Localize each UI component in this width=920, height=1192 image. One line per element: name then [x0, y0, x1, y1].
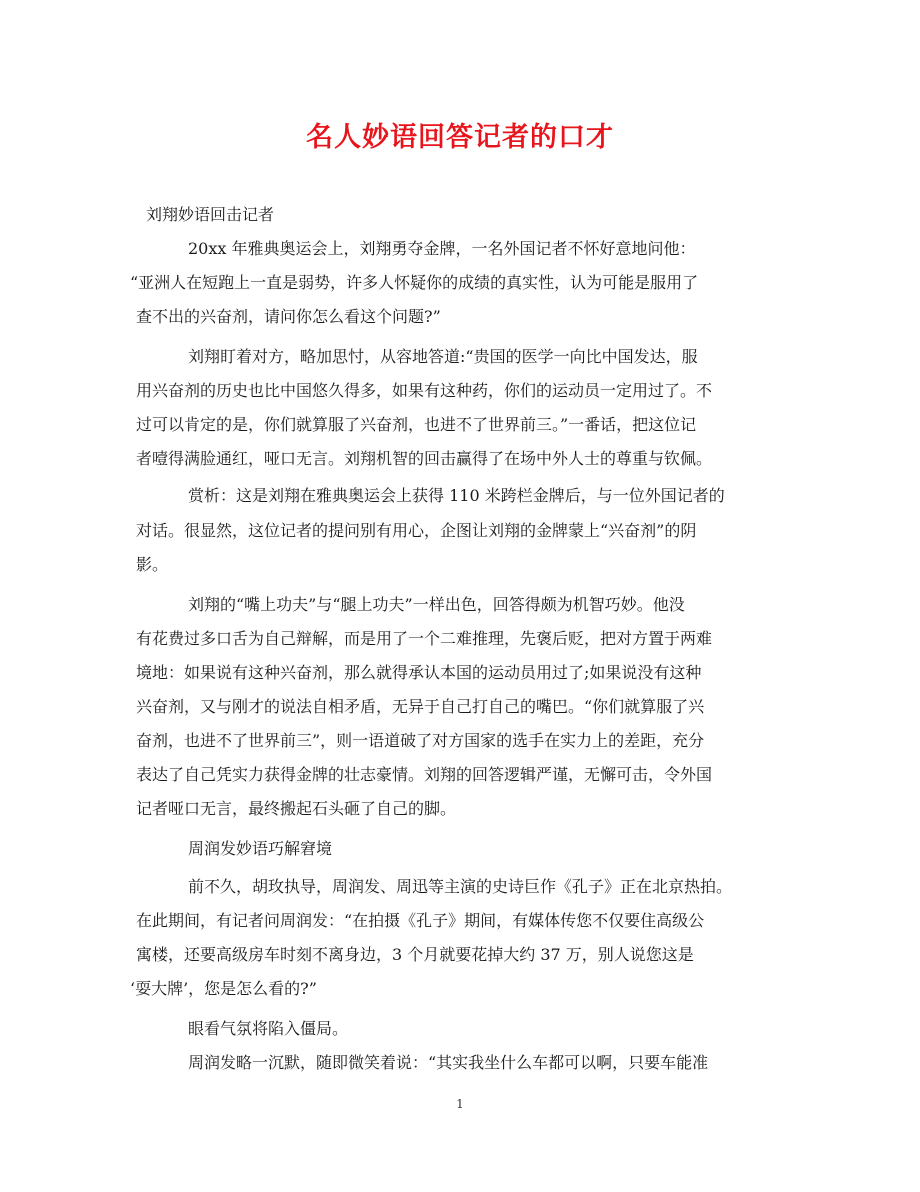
paragraph-line: 境地：如果说有这种兴奋剂，那么就得承认本国的运动员用过了;如果说没有这种: [136, 663, 702, 682]
paragraph-line: 赏析：这是刘翔在雅典奥运会上获得 110 米跨栏金牌后，与一位外国记者的: [188, 486, 725, 505]
paragraph-line: ‘耍大牌’，您是怎么看的?”: [130, 979, 317, 998]
paragraph-line: “亚洲人在短跑上一直是弱势，许多人怀疑你的成绩的真实性，认为可能是服用了: [130, 273, 699, 292]
paragraph-line: 20xx 年雅典奥运会上，刘翔勇夺金牌，一名外国记者不怀好意地问他：: [188, 239, 696, 258]
paragraph-line: 寓楼，还要高级房车时刻不离身边，3 个月就要花掉大约 37 万，别人说您这是: [136, 945, 694, 964]
section-heading: 刘翔妙语回击记者: [146, 205, 275, 224]
paragraph-line: 周润发略一沉默，随即微笑着说：“其实我坐什么车都可以啊，只要车能准: [188, 1053, 709, 1072]
section-heading: 周润发妙语巧解窘境: [188, 839, 333, 858]
paragraph-line: 查不出的兴奋剂，请问你怎么看这个问题?”: [136, 307, 441, 326]
page-number: 1: [456, 1097, 464, 1111]
paragraph-line: 者噎得满脸通红，哑口无言。刘翔机智的回击赢得了在场中外人士的尊重与钦佩。: [136, 449, 713, 468]
paragraph-line: 兴奋剂，又与刚才的说法自相矛盾，无异于自己打自己的嘴巴。“你们就算服了兴: [136, 697, 705, 716]
paragraph-line: 有花费过多口舌为自己辩解，而是用了一个二难推理，先褒后贬，把对方置于两难: [136, 629, 713, 648]
paragraph-line: 记者哑口无言，最终搬起石头砸了自己的脚。: [136, 799, 457, 818]
paragraph-line: 奋剂，也进不了世界前三”，则一语道破了对方国家的选手在实力上的差距，充分: [136, 731, 705, 750]
paragraph-line: 表达了自己凭实力获得金牌的壮志豪情。刘翔的回答逻辑严谨，无懈可击，令外国: [136, 765, 713, 784]
paragraph-line: 刘翔的“嘴上功夫”与“腿上功夫”一样出色，回答得颇为机智巧妙。他没: [188, 595, 685, 614]
paragraph-line: 刘翔盯着对方，略加思忖，从容地答道:“贵国的医学一向比中国发达，服: [188, 347, 698, 366]
paragraph-line: 用兴奋剂的历史也比中国悠久得多，如果有这种药，你们的运动员一定用过了。不: [136, 381, 713, 400]
paragraph-line: 前不久，胡玫执导，周润发、周迅等主演的史诗巨作《孔子》正在北京热拍。: [188, 877, 733, 896]
page-title: 名人妙语回答记者的口才: [306, 122, 614, 153]
paragraph-line: 对话。很显然，这位记者的提问别有用心，企图让刘翔的金牌蒙上“兴奋剂”的阴: [136, 521, 697, 540]
paragraph-line: 过可以肯定的是，你们就算服了兴奋剂，也进不了世界前三。”一番话，把这位记: [136, 415, 697, 434]
paragraph-line: 眼看气氛将陷入僵局。: [188, 1019, 349, 1038]
paragraph-line: 影。: [136, 555, 169, 574]
paragraph-line: 在此期间，有记者问周润发：“在拍摄《孔子》期间，有媒体传您不仅要住高级公: [136, 911, 705, 930]
